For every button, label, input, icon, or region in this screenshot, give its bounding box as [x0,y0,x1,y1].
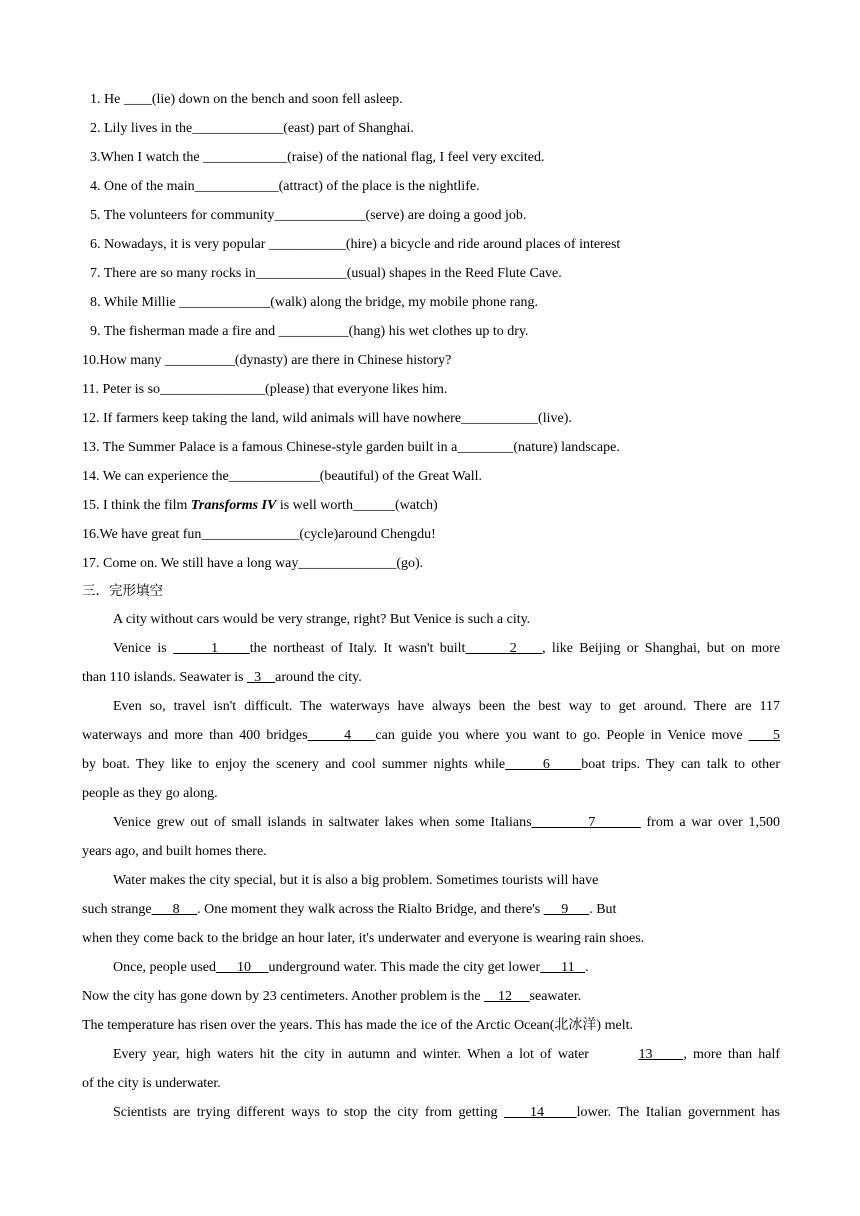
blank-number [544,902,590,917]
answer-blank[interactable]: __________ [278,324,349,339]
text: boat trips. They can talk to other [581,757,780,772]
exercise-hint: (dynasty) are there in Chinese history? [234,353,452,368]
text: Once, people used [113,960,217,975]
exercise-text: 2. Lily lives in the [90,121,193,136]
blank-number [638,1047,683,1062]
answer-blank[interactable]: ____________ [194,179,279,194]
exercise-hint: (go). [396,556,424,571]
exercise-item [82,555,423,573]
exercise-text: is well worth [276,498,353,513]
text: Every year, high waters hit the city in autumn and winter. When a lot of water [113,1047,589,1062]
blank-number [505,757,581,772]
text: around the city. [275,670,362,685]
passage-line: The temperature has risen over the years. This has made the ice of the Arctic Ocean(北冰洋) melt. [82,1018,633,1033]
exercise-hint: (please) that everyone likes him. [265,382,448,397]
exercise-text: 16.We have great fun [82,527,202,542]
text: Scientists are trying different ways to stop the city from getting [113,1105,504,1120]
answer-blank[interactable]: _____________ [192,121,284,136]
blank-number [308,728,376,743]
blank-label: 6 [542,757,550,772]
blank-label: 1 [211,641,219,656]
exercise-text: 12. If farmers keep taking the land, wild animals will have nowhere [82,411,462,426]
exercise-hint: (hire) a bicycle and ride around places of interest [345,237,621,252]
exercise-item [90,91,403,109]
text: Even so, travel isn't difficult. The waterways have always been the best way to get around. There are 117 [113,699,780,714]
text: underground water. This made the city get lower [268,960,541,975]
exercise-hint: (serve) are doing a good job. [365,208,527,223]
exercise-item [82,468,482,486]
exercise-hint: (cycle)around Chengdu! [299,527,436,542]
blank-label: 14 [530,1105,544,1120]
blank-label: 9 [561,902,569,917]
exercise-item [90,294,538,312]
exercise-text: 9. The fisherman made a fire and [90,324,279,339]
text: Venice is [113,641,174,656]
exercise-hint: (beautiful) of the Great Wall. [319,469,482,484]
blank-number [173,641,250,656]
blank-label: 13 [638,1047,653,1062]
exercise-text: 7. There are so many rocks in [90,266,256,281]
answer-blank[interactable]: ________ [457,440,514,455]
blank-label: 11 [561,960,575,975]
exercise-hint: (live). [538,411,572,426]
exercise-text: 10.How many [82,353,165,368]
text: . But [589,902,617,917]
exercise-hint: (lie) down on the bench and soon fell asleep. [151,92,403,107]
answer-blank[interactable]: ___________ [268,237,346,252]
exercise-hint: (nature) landscape. [513,440,620,455]
blank-number [749,728,780,743]
exercise-item [90,178,480,196]
blank-label: 8 [172,902,180,917]
exercise-item [82,497,438,515]
answer-blank[interactable]: ___________ [461,411,539,426]
passage-line: when they come back to the bridge an hour later, it's underwater and everyone is wearing rain shoes. [82,931,645,946]
exercise-hint: (east) part of Shanghai. [283,121,414,136]
text: the northeast of Italy. It wasn't built [249,641,466,656]
blank-label: 3 [254,670,262,685]
text: , like Beijing or Shanghai, but on more [542,641,780,656]
exercise-item [82,352,451,370]
exercise-text: 14. We can experience the [82,469,229,484]
exercise-hint: (hang) his wet clothes up to dry. [348,324,529,339]
film-title: Transforms IV [190,498,277,513]
blank-label: 4 [344,728,352,743]
answer-blank[interactable]: _____________ [255,266,347,281]
answer-blank[interactable]: _____________ [274,208,366,223]
exercise-text: 13. The Summer Palace is a famous Chinese-style garden built in a [82,440,458,455]
blank-number [504,1105,577,1120]
exercise-item [90,323,529,341]
text: by boat. They like to enjoy the scenery and cool summer nights while [82,757,506,772]
passage-line: years ago, and built homes there. [82,844,267,859]
blank-label: 12 [498,989,513,1004]
exercise-item [90,236,620,254]
text: can guide you where you want to go. People in Venice move [375,728,749,743]
text: such strange [82,902,152,917]
text: . [585,960,589,975]
exercise-item [82,381,447,399]
text: seawater. [529,989,582,1004]
exercise-item [82,526,436,544]
exercise-item [90,149,544,167]
exercise-item [90,207,526,225]
blank-number [540,960,585,975]
blank-label: 2 [509,641,517,656]
exercise-text: 3.When I watch the [90,150,204,165]
passage-line [82,1104,780,1122]
blank-number [484,989,530,1004]
answer-blank[interactable]: __________ [164,353,235,368]
exercise-hint: (usual) shapes in the Reed Flute Cave. [346,266,562,281]
passage-line [113,959,589,977]
passage-line [82,988,581,1006]
exercise-item [82,410,572,428]
passage-line: people as they go along. [82,786,218,801]
blank-label: 10 [237,960,252,975]
passage-line: A city without cars would be very strange, right? But Venice is such a city. [113,612,531,627]
answer-blank[interactable]: _____________ [228,469,320,484]
passage-line [82,727,780,745]
exercise-hint: (raise) of the national flag, I feel very excited. [287,150,545,165]
passage-line [82,901,616,919]
text: Now the city has gone down by 23 centimeters. Another problem is the [82,989,485,1004]
text: . One moment they walk across the Rialto Bridge, and there's [197,902,544,917]
text: than 110 islands. Seawater is [82,670,248,685]
passage-line: Water makes the city special, but it is also a big problem. Sometimes tourists will have [113,873,599,888]
passage-line [82,814,780,832]
exercise-item [90,265,562,283]
exercise-hint: (watch) [394,498,438,513]
passage-line [82,1046,780,1064]
exercise-item [90,120,414,138]
blank-label: 7 [588,815,596,830]
text: , more than half [683,1047,780,1062]
text: lower. The Italian government has [576,1105,780,1120]
blank-number [216,960,269,975]
section-title: 三．完形填空 [82,583,163,599]
exercise-text: 8. While Millie [90,295,180,310]
passage-line [82,756,780,774]
blank-number [465,641,542,656]
passage-line: of the city is underwater. [82,1076,221,1091]
answer-blank[interactable]: ____ [123,92,152,107]
exercise-text: 11. Peter is so [82,382,161,397]
blank-number [247,670,275,685]
passage-line [82,669,362,687]
exercise-hint: (attract) of the place is the nightlife. [278,179,480,194]
passage-line [82,698,780,716]
exercise-text: 1. He [90,92,124,107]
answer-blank[interactable]: _______________ [160,382,266,397]
exercise-text: 4. One of the main [90,179,195,194]
exercise-hint: (walk) along the bridge, my mobile phone rang. [270,295,539,310]
answer-blank[interactable]: ____________ [203,150,288,165]
passage-line [82,640,780,658]
answer-blank[interactable]: ______________ [201,527,300,542]
text: Venice grew out of small islands in saltwater lakes when some Italians [113,815,532,830]
answer-blank[interactable]: _____________ [179,295,271,310]
blank-label: 5 [773,728,780,743]
answer-blank[interactable]: ______ [352,498,395,513]
exercise-item [82,439,620,457]
exercise-text: 15. I think the film [82,498,191,513]
exercise-text: 5. The volunteers for community [90,208,275,223]
exercise-text: 17. Come on. We still have a long way [82,556,299,571]
text: waterways and more than 400 bridges [82,728,308,743]
text: from a war over 1,500 [640,815,780,830]
blank-number [532,815,641,830]
exercise-text: 6. Nowadays, it is very popular [90,237,269,252]
answer-blank[interactable]: ______________ [298,556,397,571]
blank-number [152,902,198,917]
